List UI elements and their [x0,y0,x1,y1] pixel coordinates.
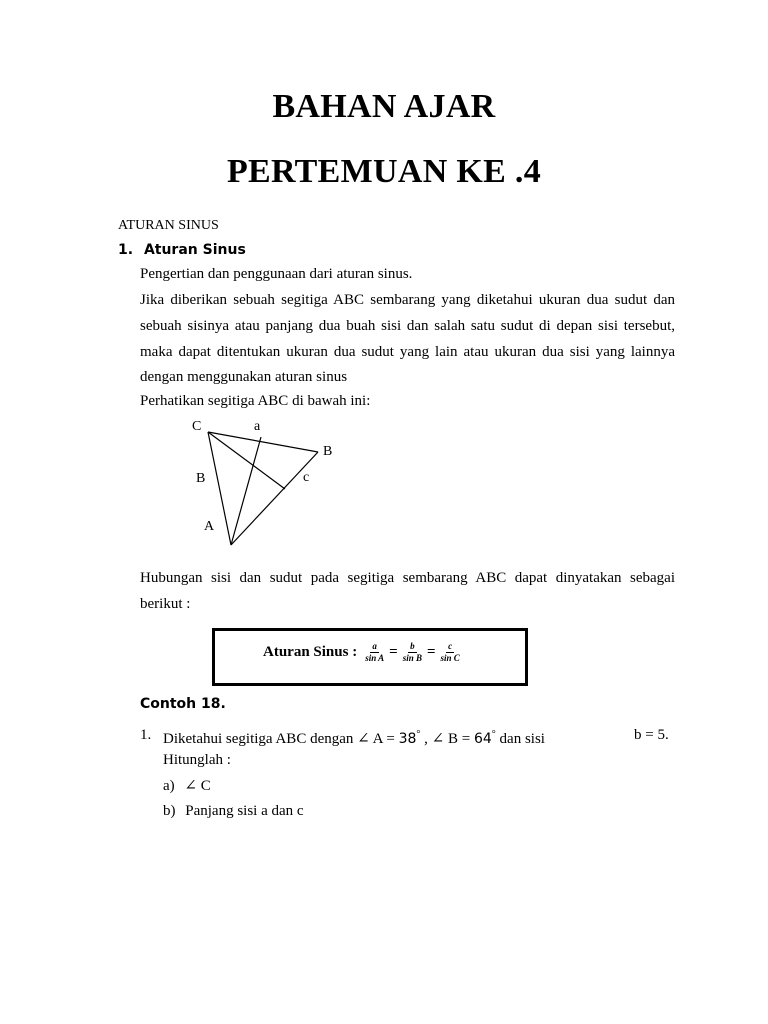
fraction-a [363,641,386,664]
relation-line: berikut : [140,596,191,612]
fraction-numerator: c [448,641,453,651]
section-heading: ATURAN SINUS [118,218,219,233]
side-label-c: c [303,470,310,485]
equals-sign: = [426,644,436,660]
example-question [163,725,545,749]
sub-item-text: ∠ C [184,778,211,794]
degree-symbol: ° [416,729,421,740]
fraction-b [401,641,424,664]
angle-a-value: 38 [398,731,417,747]
formula-label: Aturan Sinus : [263,644,358,660]
document-title: BAHAN AJAR [272,88,496,125]
side-b-value: b = 5. [634,727,669,743]
question-text: dan sisi [495,731,545,747]
hitung-text: Hitunglah : [163,752,231,768]
formula-box [212,628,528,686]
relation-line: Hubungan sisi dan sudut pada segitiga sembarang ABC dapat dinyatakan sebagai [140,570,675,586]
question-text: Diketahui segitiga ABC dengan ∠ A = [163,731,399,747]
fraction-c [439,641,462,664]
question-text: , ∠ B = [420,731,474,747]
sub-item-text: Panjang sisi a dan c [185,803,304,819]
fraction-denominator: sin B [402,653,422,663]
vertex-label-A: A [204,519,215,534]
altitude-line [208,432,285,489]
side-label-a: a [254,419,261,434]
sub-item-label: b) [163,803,176,819]
formula [263,641,462,664]
vertex-label-C: C [192,419,202,434]
example-heading: Contoh 18. [140,696,226,712]
angle-b-value: 64 [473,731,492,747]
vertex-label-B: B [323,444,333,459]
figure-intro: Perhatikan segitiga ABC di bawah ini: [140,393,371,409]
paragraph-line: dengan menggunakan aturan sinus [140,369,348,385]
intro-text: Pengertian dan penggunaan dari aturan sinus. [140,266,413,282]
sub-item [163,801,304,821]
meeting-title: PERTEMUAN KE .4 [226,153,542,190]
sub-item-label: a) [163,778,175,794]
example-item-number: 1. [140,727,152,743]
paragraph-line: sebuah sisinya atau panjang dua buah sisi dan salah satu sudut di depan sisi tersebut, [140,318,675,334]
fraction-denominator: sin C [440,653,460,663]
paragraph-line: Jika diberikan sebuah segitiga ABC sembarang yang diketahui ukuran dua sudut dan [140,292,675,308]
sub-item [163,776,211,796]
paragraph-line: maka dapat ditentukan ukuran dua sudut yang lain atau ukuran dua sisi yang lainnya [140,344,675,360]
triangle-side-a [208,432,318,452]
fraction-numerator: b [410,641,415,651]
fraction-numerator: a [372,641,377,651]
side-label-B: B [196,471,206,486]
subheading-number: 1. [118,242,134,258]
equals-sign: = [389,644,398,660]
subheading-text: Aturan Sinus [143,242,246,258]
fraction-denominator: sin A [365,653,385,663]
degree-symbol: ° [491,729,496,740]
